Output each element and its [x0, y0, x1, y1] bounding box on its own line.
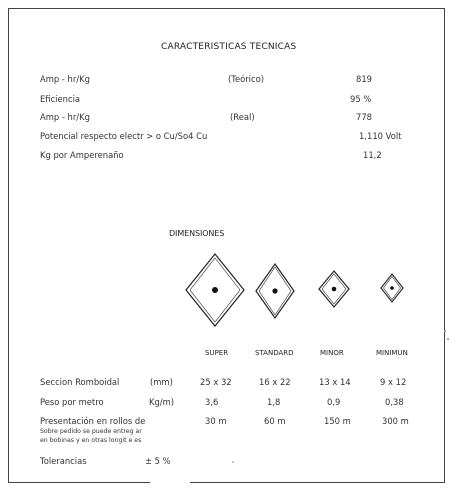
tolerance-value: ± 5 % — [145, 456, 171, 466]
scan-speck — [447, 338, 449, 340]
spec-label-2: Eficiencia — [40, 94, 81, 104]
spec-note-3: (Real) — [230, 112, 255, 122]
spec-value-2: 95 % — [350, 94, 372, 104]
scan-speck — [232, 461, 234, 463]
spec-value-5: 11,2 — [363, 150, 382, 160]
row-rollos-minimun: 300 m — [382, 416, 409, 426]
row-rollos-standard: 60 m — [264, 416, 286, 426]
spec-value-1: 819 — [356, 74, 372, 84]
page-title: CARACTERISTICAS TECNICAS — [161, 42, 297, 52]
scan-speck — [444, 330, 446, 332]
rollos-note-2: en bobinas y en otras longit e es — [40, 437, 142, 444]
diamond-super-icon — [185, 253, 245, 327]
row-rollos-minor: 150 m — [324, 416, 351, 426]
spec-value-4: 1,110 Volt — [359, 131, 402, 141]
row-peso-minor: 0,9 — [327, 397, 341, 407]
row-seccion-minimun: 9 x 12 — [380, 377, 407, 387]
model-label-minor: MINOR — [320, 349, 344, 357]
spec-label-1: Amp - hr/Kg — [40, 74, 90, 84]
dimensions-title: DIMENSIONES — [169, 229, 225, 238]
row-seccion-standard: 16 x 22 — [259, 377, 291, 387]
row-peso-unit: Kg/m) — [149, 397, 175, 407]
row-seccion-super: 25 x 32 — [200, 377, 232, 387]
spec-label-4: Potencial respecto electr > o Cu/So4 Cu — [40, 131, 208, 141]
spec-value-3: 778 — [356, 112, 372, 122]
model-label-standard: STANDARD — [255, 349, 294, 357]
diamond-minimun-icon — [380, 273, 404, 303]
diamond-minor-icon — [318, 270, 350, 308]
row-peso-super: 3,6 — [205, 397, 219, 407]
frame-gap — [150, 476, 190, 486]
row-seccion-label: Seccion Romboidal — [40, 377, 120, 387]
row-rollos-label: Presentación en rollos de — [40, 416, 146, 426]
spec-label-3: Amp - hr/Kg — [40, 112, 90, 122]
spec-note-1: (Teórico) — [228, 74, 265, 84]
row-peso-minimun: 0,38 — [385, 397, 404, 407]
diamond-standard-icon — [255, 263, 295, 319]
model-label-super: SUPER — [205, 349, 229, 357]
rollos-note-1: Sobre pedido se puede entreg ar — [40, 428, 142, 435]
row-peso-label: Peso por metro — [40, 397, 104, 407]
model-label-minimun: MINIMUN — [376, 349, 408, 357]
spec-label-5: Kg por Amperenaño — [40, 150, 124, 160]
row-seccion-minor: 13 x 14 — [319, 377, 351, 387]
row-seccion-unit: (mm) — [150, 377, 173, 387]
row-peso-standard: 1,8 — [267, 397, 281, 407]
tolerance-label: Tolerancias — [40, 456, 87, 466]
row-rollos-super: 30 m — [205, 416, 227, 426]
